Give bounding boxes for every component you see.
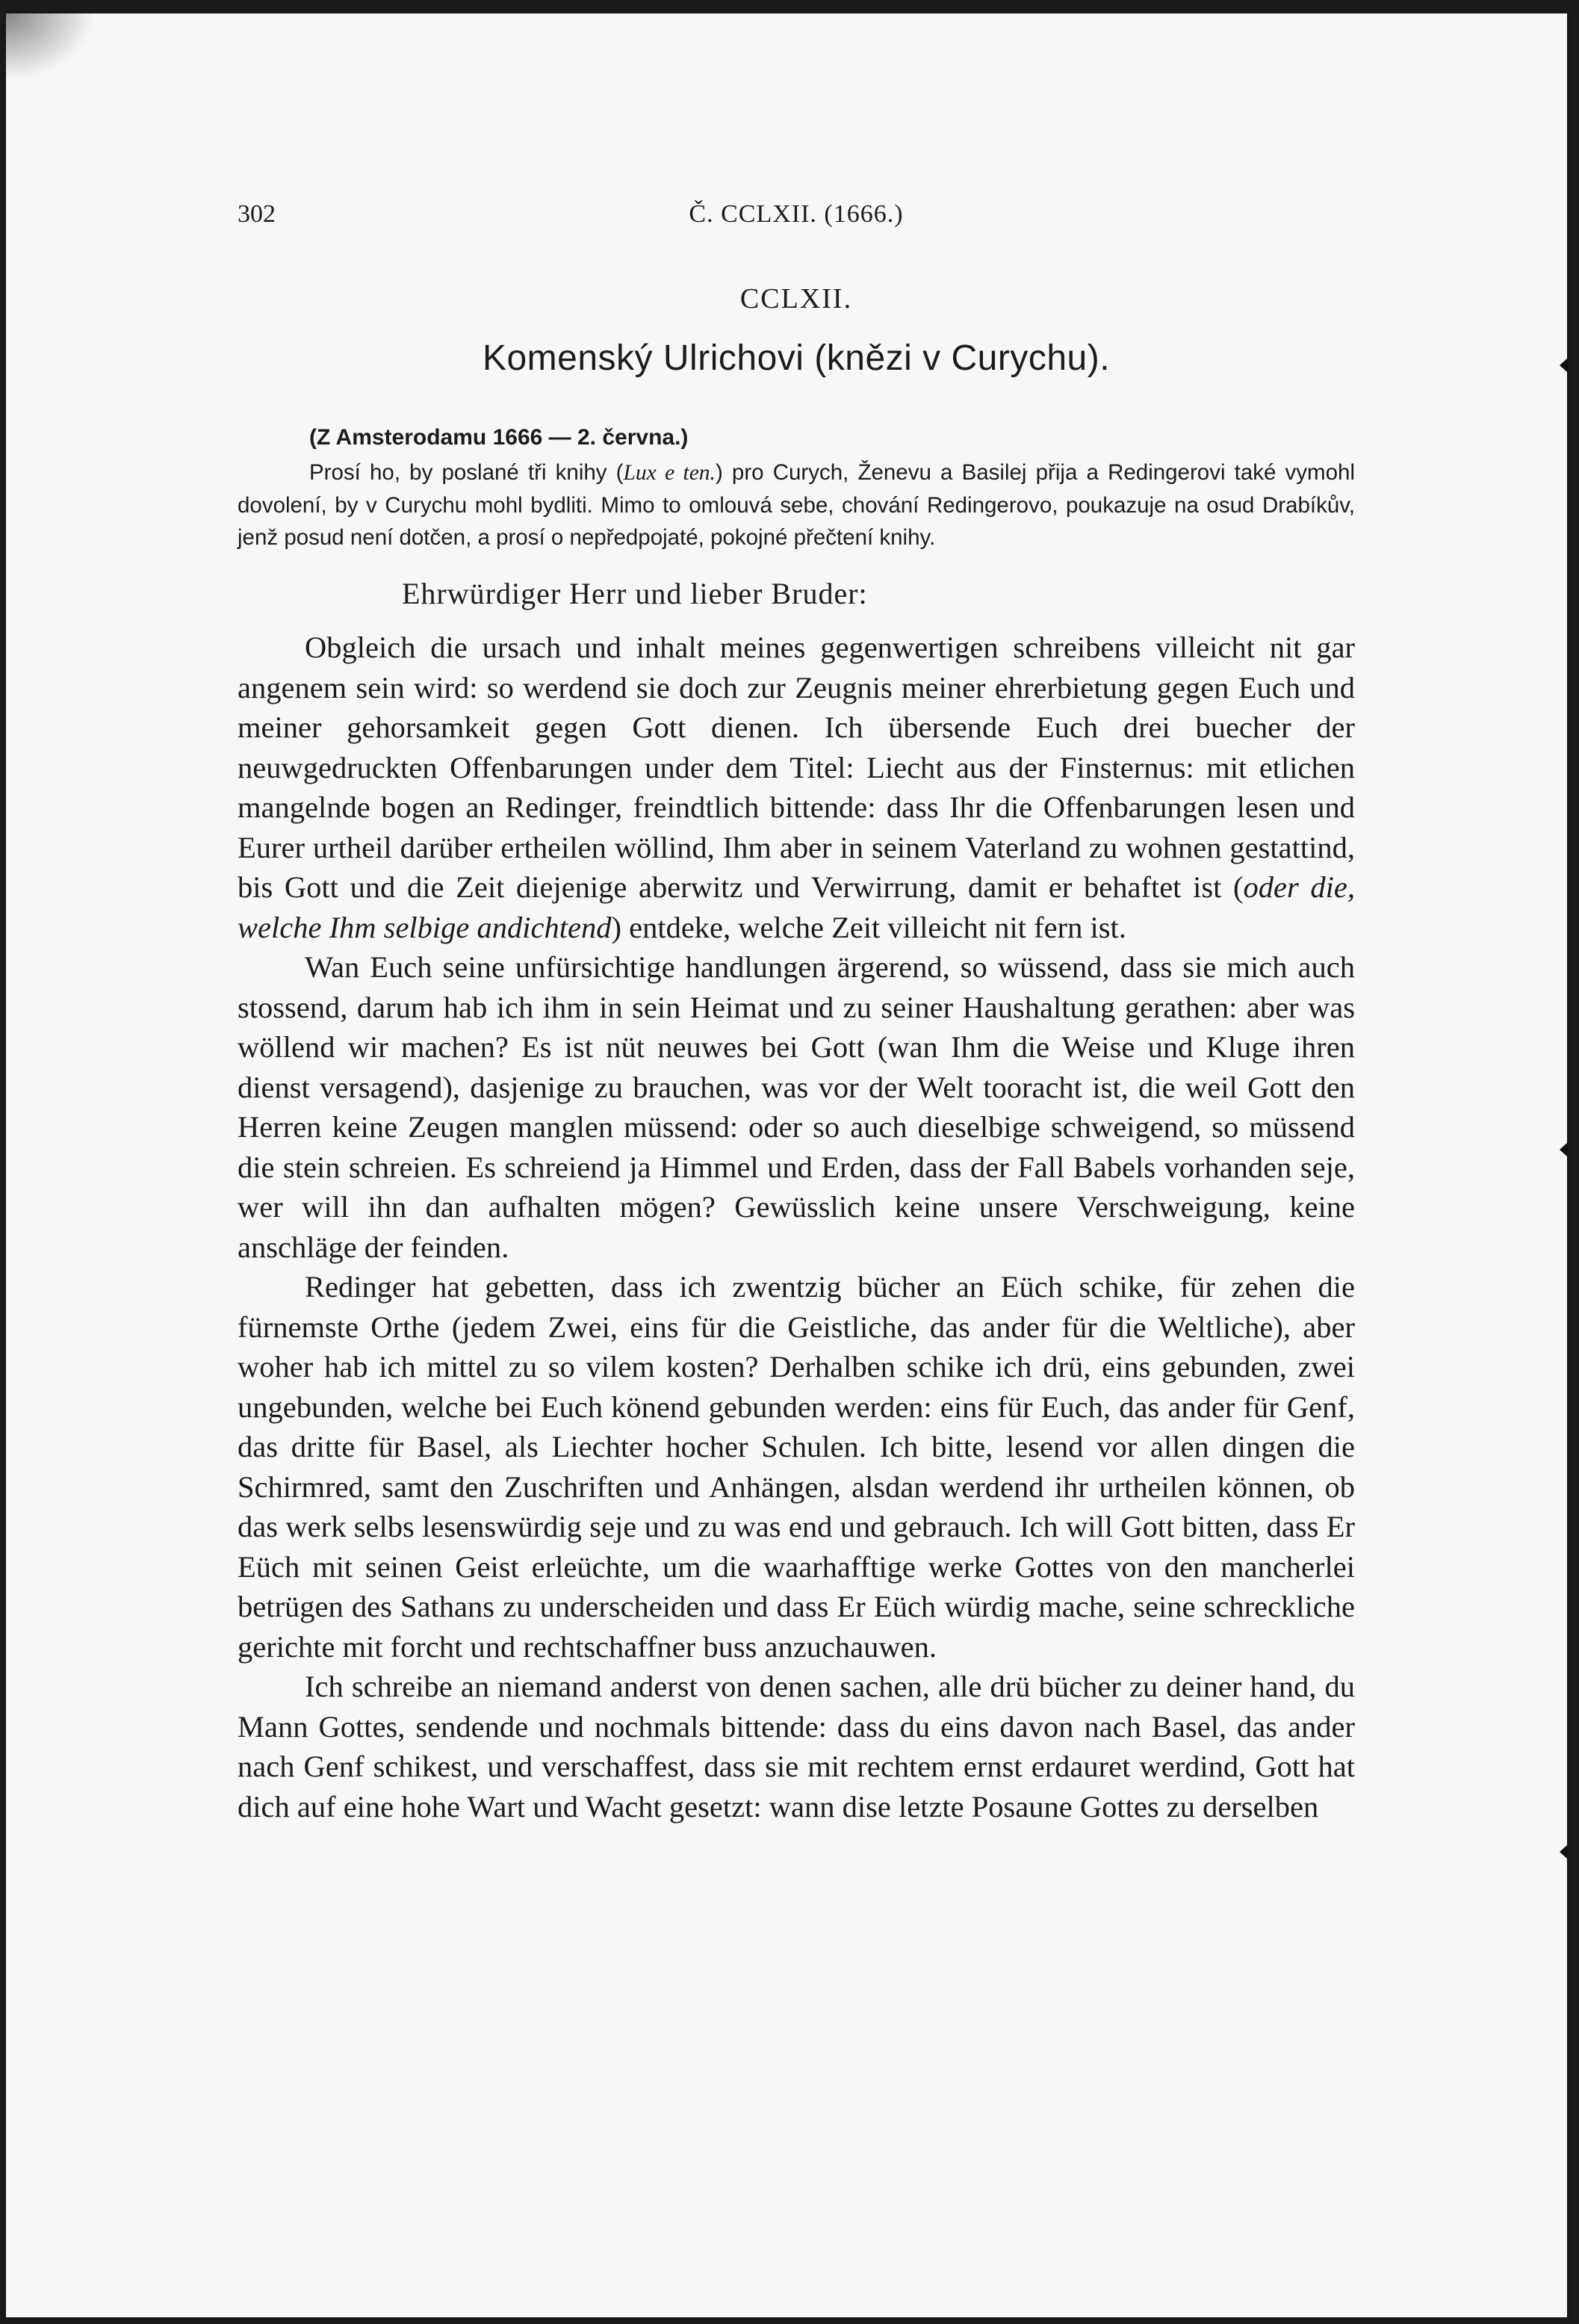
letter-number: CCLXII.: [739, 283, 853, 314]
paragraph: Ich schreibe an niemand anderst von denen sachen, alle drü bücher zu deiner hand, du Mann Gottes, sendende und nochmals bittende: dass du eins davon nach Basel, das ander nach Genf schikest, und verschaffest, dass sie mit rechtem ernst erdauret werdind, Gott hat dich auf eine hohe Wart und Wacht gesetzt: wann dise letzte Posaune Gottes zu derselben: [238, 1670, 1355, 1823]
scan-edge-mark: [1560, 359, 1567, 372]
dateline: (Z Amsterodamu 1666 — 2. června.): [309, 425, 689, 450]
paragraph-text-continued: ) entdeke, welche Zeit villeicht nit fern ist.: [611, 910, 1126, 944]
letter-body: [238, 628, 1355, 1826]
salutation: Ehrwürdiger Herr und lieber Bruder:: [402, 577, 868, 610]
paragraph-italic: oder die, welche Ihm selbige andichtend: [238, 870, 1355, 944]
book-page: [6, 13, 1567, 2317]
scan-edge-mark: [1560, 1143, 1567, 1156]
letter-summary: [238, 456, 1355, 554]
summary-text: Prosí ho, by poslané tři knihy (: [309, 460, 624, 485]
paragraph-text: Obgleich die ursach und inhalt meines gegenwertigen schreibens villeicht nit gar angenem sein wird: so werdend sie doch zur Zeugnis meiner ehrerbietung gegen Euch und meiner gehorsamkeit gegen Gott dienen. Ich übersende Euch drei buecher der neuwgedruckten Offenbarungen under dem Titel: Liecht aus der Finsternus: mit etlichen mangelnde bogen an Redinger, freindtlich bittende: dass Ihr die Offenbarungen lesen und Eurer urtheil darüber ertheilen wöllind, Ihm aber in seinem Vaterland zu wohnen gestattind, bis Gott und die Zeit diejenige aberwitz und Verwirrung, damit er behaftet ist (: [238, 630, 1355, 904]
running-head: [238, 200, 1355, 245]
page-number: 302: [238, 200, 276, 228]
summary-text-continued: ) pro Curych, Ženevu a Basilej přija a Redingerovi také vymohl dovolení, by v Curychu mohl bydliti. Mimo to omlouvá sebe, chování Redingerovo, poukazuje na osud Drabíkův, jenž posud není dotčen, a prosí o nepředpojaté, pokojné přečtení knihy.: [238, 460, 1355, 550]
scan-edge-mark: [1560, 1845, 1567, 1859]
paragraph: [238, 628, 1355, 947]
letter-title: Komenský Ulrichovi (knězi v Curychu).: [482, 338, 1111, 378]
running-title: Č. CCLXII. (1666.): [689, 200, 904, 228]
paragraph: Wan Euch seine unfürsichtige handlungen ärgerend, so wüssend, dass sie mich auch stossend, darum hab ich ihm in sein Heimat und zu seiner Haushaltung gerathen: aber was wöllend wir machen? Es ist nüt neuwes bei Gott (wan Ihm die Weise und Kluge ihren dienst versagend), dasjenige zu brauchen, was vor der Welt tooracht ist, die weil Gott den Herren keine Zeugen manglen müssend: oder so auch dieselbige schweigend, so müssend die stein schreien. Es schreiend ja Himmel und Erden, dass der Fall Babels vorhanden seje, wer will ihn dan aufhalten mögen? Gewüsslich keine unsere Verschweigung, keine anschläge der feinden.: [238, 950, 1355, 1264]
paragraph: Redinger hat gebetten, dass ich zwentzig bücher an Eüch schike, für zehen die fürnemste Orthe (jedem Zwei, eins für die Geistliche, das ander für die Weltliche), aber woher hab ich mittel zu so vilem kosten? Derhalben schike ich drü, eins gebunden, zwei ungebunden, welche bei Euch könend gebunden werden: eins für Euch, das ander für Genf, das dritte für Basel, als Liechter hocher Schulen. Ich bitte, lesend vor allen dingen die Schirmred, samt den Zuschriften und Anhängen, alsdan werdend ihr urtheilen können, ob das werk selbs lesenswürdig seje und zu was end und gebrauch. Ich will Gott bitten, dass Er Eüch mit seinen Geist erleüchte, um die waarhafftige werke Gottes von den mancherlei betrügen des Sathans zu underscheiden und dass Er Eüch würdig mache, seine schreckliche gerichte mit forcht und rechtschaffner buss anzuchauwen.: [238, 1270, 1355, 1664]
page-content: [238, 200, 1355, 1826]
summary-italic-title: Lux e ten.: [623, 461, 716, 485]
